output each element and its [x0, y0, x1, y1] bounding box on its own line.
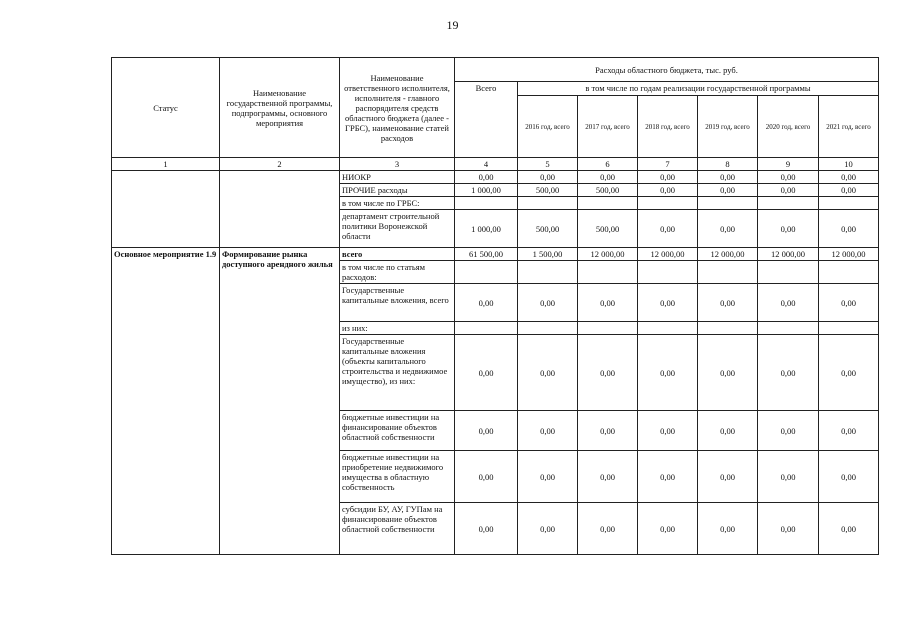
header-year: 2016 год, всего: [518, 96, 578, 158]
column-number: 2: [220, 158, 340, 171]
column-number: 4: [455, 158, 518, 171]
value-cell: 0,00: [698, 335, 758, 411]
column-number: 9: [758, 158, 819, 171]
header-year: 2021 год, всего: [819, 96, 879, 158]
value-cell: 0,00: [758, 411, 819, 451]
value-cell: [518, 261, 578, 284]
value-cell: 0,00: [455, 284, 518, 322]
value-cell: 1 500,00: [518, 248, 578, 261]
value-cell: 0,00: [819, 335, 879, 411]
column-number: 10: [819, 158, 879, 171]
table-row: [112, 171, 879, 184]
header-year: 2017 год, всего: [578, 96, 638, 158]
value-cell: 0,00: [578, 171, 638, 184]
value-cell: 0,00: [698, 210, 758, 248]
value-cell: 0,00: [758, 184, 819, 197]
value-cell: 0,00: [758, 335, 819, 411]
header-expenses: Расходы областного бюджета, тыс. руб.: [455, 58, 879, 82]
value-cell: [518, 322, 578, 335]
value-cell: 0,00: [518, 335, 578, 411]
header-name: Наименование государственной программы, подпрограммы, основного мероприятия: [220, 58, 340, 158]
row-label: Государственные капитальные вложения (объекты капитального строительства и недвижимое имущество), из них:: [340, 335, 455, 411]
value-cell: 0,00: [638, 411, 698, 451]
value-cell: 0,00: [455, 171, 518, 184]
value-cell: [698, 322, 758, 335]
value-cell: 0,00: [578, 503, 638, 555]
value-cell: 0,00: [518, 171, 578, 184]
value-cell: [518, 197, 578, 210]
value-cell: [758, 261, 819, 284]
status-cell-empty: [112, 171, 220, 248]
value-cell: 0,00: [758, 503, 819, 555]
value-cell: 500,00: [578, 184, 638, 197]
row-label: ПРОЧИЕ расходы: [340, 184, 455, 197]
page-number: 19: [446, 18, 459, 32]
value-cell: 0,00: [638, 451, 698, 503]
value-cell: 0,00: [638, 184, 698, 197]
column-number: 8: [698, 158, 758, 171]
column-number: 5: [518, 158, 578, 171]
budget-table: [111, 57, 879, 555]
value-cell: [698, 261, 758, 284]
value-cell: 12 000,00: [578, 248, 638, 261]
row-label: бюджетные инвестиции на финансирование объектов областной собственности: [340, 411, 455, 451]
value-cell: 0,00: [578, 451, 638, 503]
value-cell: [819, 261, 879, 284]
row-label: НИОКР: [340, 171, 455, 184]
value-cell: 0,00: [455, 335, 518, 411]
row-label: в том числе по ГРБС:: [340, 197, 455, 210]
value-cell: 0,00: [455, 503, 518, 555]
value-cell: 0,00: [758, 171, 819, 184]
value-cell: 1 000,00: [455, 184, 518, 197]
value-cell: 0,00: [819, 411, 879, 451]
header-by-years: в том числе по годам реализации государственной программы: [518, 82, 879, 96]
value-cell: [819, 197, 879, 210]
value-cell: [578, 261, 638, 284]
value-cell: 0,00: [698, 451, 758, 503]
table-row: [112, 248, 879, 261]
column-number: 7: [638, 158, 698, 171]
header-year: 2020 год, всего: [758, 96, 819, 158]
value-cell: 0,00: [819, 284, 879, 322]
header-year: 2018 год, всего: [638, 96, 698, 158]
value-cell: [455, 322, 518, 335]
column-number: 1: [112, 158, 220, 171]
value-cell: 0,00: [758, 451, 819, 503]
row-label: субсидии БУ, АУ, ГУПам на финансирование объектов областной собственности: [340, 503, 455, 555]
value-cell: 0,00: [698, 171, 758, 184]
value-cell: 0,00: [638, 503, 698, 555]
measure-status: Основное мероприятие 1.9: [112, 248, 220, 555]
column-number: 3: [340, 158, 455, 171]
name-cell-empty: [220, 171, 340, 248]
value-cell: 0,00: [638, 284, 698, 322]
value-cell: [578, 197, 638, 210]
value-cell: 500,00: [578, 210, 638, 248]
header-year: 2019 год, всего: [698, 96, 758, 158]
value-cell: 61 500,00: [455, 248, 518, 261]
value-cell: 0,00: [518, 284, 578, 322]
measure-name: Формирование рынка доступного арендного жилья: [220, 248, 340, 555]
row-label: из них:: [340, 322, 455, 335]
value-cell: [638, 322, 698, 335]
column-number: 6: [578, 158, 638, 171]
value-cell: 0,00: [698, 184, 758, 197]
row-label: Государственные капитальные вложения, всего: [340, 284, 455, 322]
value-cell: [758, 197, 819, 210]
value-cell: 0,00: [578, 284, 638, 322]
value-cell: 12 000,00: [698, 248, 758, 261]
value-cell: 500,00: [518, 184, 578, 197]
value-cell: 0,00: [819, 184, 879, 197]
value-cell: 0,00: [518, 451, 578, 503]
value-cell: [698, 197, 758, 210]
value-cell: 0,00: [819, 451, 879, 503]
row-label: бюджетные инвестиции на приобретение недвижимого имущества в областную собственность: [340, 451, 455, 503]
value-cell: 1 000,00: [455, 210, 518, 248]
value-cell: 500,00: [518, 210, 578, 248]
value-cell: [758, 322, 819, 335]
header-total: Всего: [455, 82, 518, 158]
value-cell: 0,00: [698, 503, 758, 555]
value-cell: 12 000,00: [819, 248, 879, 261]
value-cell: [578, 322, 638, 335]
value-cell: 0,00: [638, 210, 698, 248]
value-cell: 0,00: [518, 411, 578, 451]
value-cell: 0,00: [758, 210, 819, 248]
header-executor: Наименование ответственного исполнителя, исполнителя - главного распорядителя средств областного бюджета (далее - ГРБС), наименование статей расходов: [340, 58, 455, 158]
value-cell: [819, 322, 879, 335]
value-cell: 12 000,00: [758, 248, 819, 261]
row-label: департамент строительной политики Воронежской области: [340, 210, 455, 248]
value-cell: 0,00: [758, 284, 819, 322]
value-cell: 0,00: [698, 411, 758, 451]
value-cell: 0,00: [638, 171, 698, 184]
header-status: Статус: [112, 58, 220, 158]
column-numbers-row: [112, 158, 879, 171]
value-cell: 0,00: [819, 503, 879, 555]
row-label: в том числе по статьям расходов:: [340, 261, 455, 284]
value-cell: [455, 197, 518, 210]
value-cell: [638, 261, 698, 284]
value-cell: [455, 261, 518, 284]
value-cell: 0,00: [455, 411, 518, 451]
value-cell: [638, 197, 698, 210]
value-cell: 0,00: [819, 210, 879, 248]
value-cell: 0,00: [518, 503, 578, 555]
value-cell: 0,00: [578, 335, 638, 411]
value-cell: 0,00: [455, 451, 518, 503]
value-cell: 0,00: [578, 411, 638, 451]
row-label: всего: [340, 248, 455, 261]
value-cell: 0,00: [819, 171, 879, 184]
value-cell: 0,00: [638, 335, 698, 411]
value-cell: 12 000,00: [638, 248, 698, 261]
value-cell: 0,00: [698, 284, 758, 322]
